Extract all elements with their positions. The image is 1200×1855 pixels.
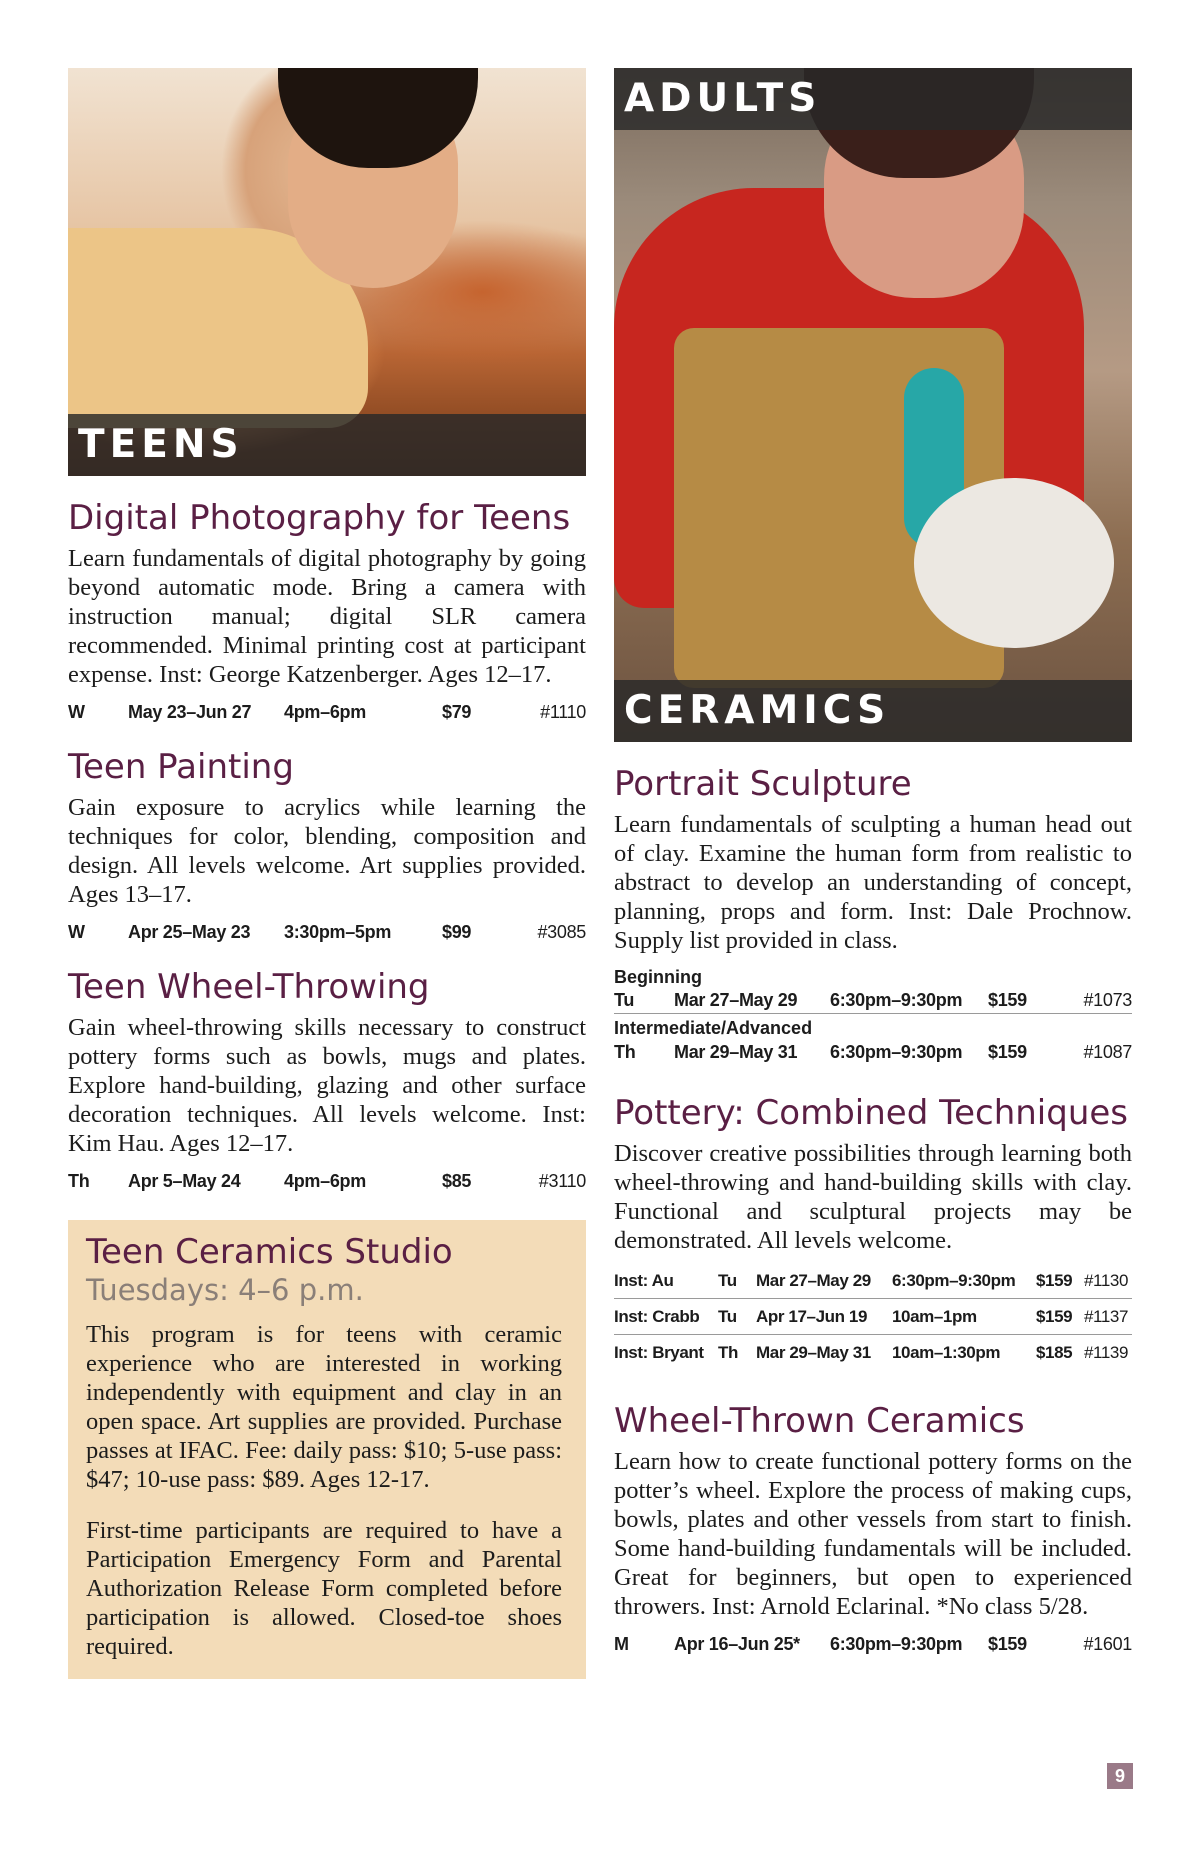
course-description: Learn how to create functional pottery forms on the potter’s wheel. Explore the process of making cups, bowls, plates and other vessels from start to finish. Some hand-building fundamentals will be included. Great for beginners, but open to experienced throwers. Inst: Arnold Eclarinal. *No class 5/28. — [614, 1448, 1132, 1620]
section-row — [614, 1335, 1132, 1371]
course-title: Teen Wheel-Throwing — [68, 967, 430, 1007]
page-number: 9 — [1107, 1763, 1133, 1789]
schedule-day: M — [614, 1633, 629, 1654]
schedule-day: W — [68, 921, 85, 942]
schedule-dates: Apr 5–May 24 — [128, 1170, 241, 1191]
course-title: Portrait Sculpture — [614, 764, 912, 804]
schedule-dates: Mar 29–May 31 — [756, 1343, 871, 1362]
schedule-day: Th — [718, 1343, 738, 1362]
adult-photo-bowl — [914, 478, 1114, 648]
schedule-dates: Apr 17–Jun 19 — [756, 1306, 868, 1326]
schedule-day: Tu — [614, 990, 635, 1010]
level-label: Intermediate/Advanced — [614, 1018, 813, 1038]
course-digital-photography — [68, 498, 586, 725]
course-description: Discover creative possibilities through learning both wheel-throwing and hand-building skills with clay. Functional and sculptural projects may be demonstrated. All levels welcome. — [614, 1140, 1132, 1254]
adult-ceramics-photo — [614, 68, 1132, 742]
adults-column — [614, 68, 1132, 1657]
course-description: Gain exposure to acrylics while learning the techniques for color, blending, composition and design. All levels welcome. Art supplies provided. Ages 13–17. — [68, 794, 586, 908]
schedule-day: Th — [614, 1041, 636, 1062]
course-title: Wheel-Thrown Ceramics — [614, 1401, 1025, 1441]
course-schedule — [68, 699, 586, 725]
schedule-fee: $85 — [442, 1170, 472, 1191]
course-number: #1137 — [1084, 1306, 1129, 1326]
course-teen-wheel-throwing — [68, 967, 586, 1194]
course-schedule — [614, 988, 1132, 1014]
instructor: Inst: Bryant — [614, 1343, 704, 1362]
schedule-fee: $159 — [1036, 1270, 1073, 1290]
schedule-day: Tu — [718, 1270, 737, 1290]
schedule-time: 10am–1:30pm — [892, 1343, 1001, 1362]
schedule-dates: Mar 29–May 31 — [674, 1041, 798, 1062]
adults-section-label: ADULTS — [614, 68, 1132, 130]
schedule-time: 3:30pm–5pm — [284, 921, 392, 942]
course-title: Digital Photography for Teens — [68, 498, 571, 538]
course-number: #3085 — [537, 921, 586, 942]
course-title: Pottery: Combined Techniques — [614, 1093, 1129, 1133]
course-number: #1139 — [1084, 1343, 1129, 1362]
course-description: Learn fundamentals of sculpting a human head out of clay. Examine the human form from realistic to abstract to develop an understanding of concept, planning, props and form. Inst: Dale Prochnow. Supply list provided in class. — [614, 811, 1132, 954]
course-schedule — [68, 1168, 586, 1194]
schedule-dates: Mar 27–May 29 — [756, 1270, 871, 1290]
schedule-fee: $159 — [1036, 1306, 1073, 1326]
instructor: Inst: Au — [614, 1270, 674, 1290]
schedule-fee: $159 — [988, 990, 1027, 1010]
course-number: #1601 — [1083, 1633, 1132, 1654]
schedule-dates: Apr 16–Jun 25* — [674, 1633, 800, 1654]
studio-requirements: First-time participants are required to have a Participation Emergency Form and Parental Authorization Release Form completed before participation is allowed. Closed-toe shoes required. — [86, 1517, 562, 1660]
schedule-day: W — [68, 701, 85, 722]
schedule-day: Th — [68, 1170, 90, 1191]
teen-ceramics-studio-box — [68, 1220, 586, 1679]
course-schedule — [614, 1631, 1132, 1657]
schedule-dates: Apr 25–May 23 — [128, 921, 251, 942]
studio-description: This program is for teens with ceramic experience who are interested in working independently with equipment and clay in an open space. Art supplies are provided. Purchase passes at IFAC. Fee: daily pass: $10; 5-use pass: $47; 10-use pass: $89. Ages 12-17. — [86, 1321, 562, 1493]
instructor: Inst: Crabb — [614, 1306, 700, 1326]
ceramics-category-label: CERAMICS — [614, 680, 1132, 742]
schedule-time: 6:30pm–9:30pm — [892, 1270, 1016, 1290]
course-pottery-combined — [614, 1093, 1132, 1371]
teens-column — [68, 68, 586, 1679]
schedule-time: 4pm–6pm — [284, 1170, 366, 1191]
schedule-time: 10am–1pm — [892, 1306, 977, 1326]
course-schedule — [614, 1039, 1132, 1065]
level-label: Beginning — [614, 967, 702, 987]
course-wheel-thrown-ceramics — [614, 1401, 1132, 1657]
studio-title: Teen Ceramics Studio — [86, 1232, 453, 1272]
schedule-dates: May 23–Jun 27 — [128, 701, 252, 722]
schedule-fee: $159 — [988, 1041, 1027, 1062]
teen-photo — [68, 68, 586, 476]
course-number: #1073 — [1083, 990, 1132, 1010]
schedule-fee: $185 — [1036, 1343, 1073, 1362]
course-portrait-sculpture — [614, 764, 1132, 1065]
course-description: Gain wheel-throwing skills necessary to construct pottery forms such as bowls, mugs and plates. Explore hand-building, glazing and other surface decoration techniques. All levels welcome. Inst: Kim Hau. Ages 12–17. — [68, 1014, 586, 1157]
schedule-time: 6:30pm–9:30pm — [830, 1041, 963, 1062]
schedule-fee: $79 — [442, 701, 472, 722]
schedule-fee: $99 — [442, 921, 472, 942]
course-teen-painting — [68, 747, 586, 945]
schedule-time: 4pm–6pm — [284, 701, 366, 722]
course-number: #1087 — [1083, 1041, 1132, 1062]
schedule-time: 6:30pm–9:30pm — [830, 1633, 963, 1654]
teens-section-label: TEENS — [68, 414, 586, 476]
schedule-day: Tu — [718, 1306, 737, 1326]
course-title: Teen Painting — [68, 747, 294, 787]
pottery-sections — [614, 1263, 1132, 1371]
course-number: #1110 — [540, 701, 586, 722]
section-row — [614, 1299, 1132, 1335]
course-description: Learn fundamentals of digital photography by going beyond automatic mode. Bring a camera with instruction manual; digital SLR camera recommended. Minimal printing cost at participant expense. Inst: George Katzenberger. Ages 12–17. — [68, 545, 586, 688]
schedule-time: 6:30pm–9:30pm — [830, 990, 963, 1010]
schedule-fee: $159 — [988, 1633, 1027, 1654]
section-row — [614, 1263, 1132, 1299]
course-number: #3110 — [538, 1170, 586, 1191]
studio-subtitle: Tuesdays: 4–6 p.m. — [86, 1273, 364, 1307]
schedule-dates: Mar 27–May 29 — [674, 990, 798, 1010]
course-schedule — [68, 919, 586, 945]
course-number: #1130 — [1084, 1270, 1129, 1290]
